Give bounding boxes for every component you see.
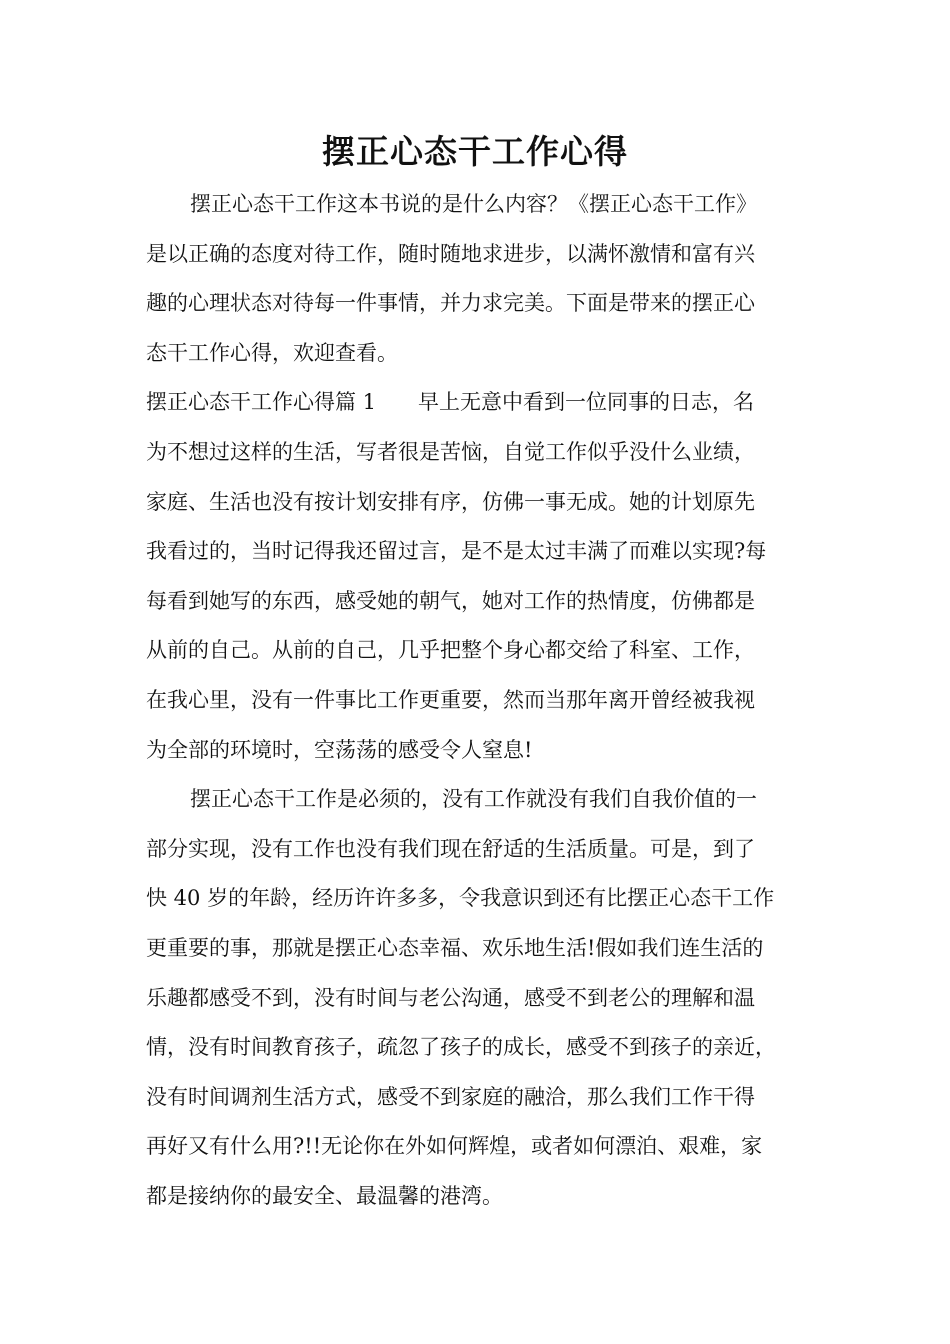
text-line: 部分实现，没有工作也没有我们现在舒适的生活质量。可是，到了 (146, 836, 755, 861)
text-line: 情，没有时间教育孩子，疏忽了孩子的成长，感受不到孩子的亲近， (146, 1035, 776, 1060)
text-line: 趣的心理状态对待每一件事情，并力求完美。下面是带来的摆正心 (146, 291, 755, 316)
text-line: 快 40 岁的年龄，经历许许多多，令我意识到还有比摆正心态干工作 (146, 886, 775, 911)
text-line: 摆正心态干工作心得篇 1 早上无意中看到一位同事的日志，名 (146, 390, 755, 415)
text-line: 乐趣都感受不到，没有时间与老公沟通，感受不到老公的理解和温 (146, 985, 755, 1010)
text-line: 我看过的，当时记得我还留过言，是不是太过丰满了而难以实现?每 (146, 539, 767, 564)
text-line: 摆正心态干工作是必须的，没有工作就没有我们自我价值的一 (190, 787, 757, 812)
document-title: 摆正心态干工作心得 (322, 132, 628, 171)
text-line: 是以正确的态度对待工作，随时随地求进步，以满怀激情和富有兴 (146, 241, 755, 266)
text-line: 态干工作心得，欢迎查看。 (146, 340, 398, 365)
text-line: 家庭、生活也没有按计划安排有序，仿佛一事无成。她的计划原先 (146, 489, 755, 514)
text-line: 再好又有什么用?!!无论你在外如何辉煌，或者如何漂泊、艰难，家 (146, 1134, 763, 1159)
text-line: 为全部的环境时，空荡荡的感受令人窒息! (146, 737, 533, 762)
text-line: 都是接纳你的最安全、最温馨的港湾。 (146, 1183, 503, 1208)
text-line: 每看到她写的东西，感受她的朝气，她对工作的热情度，仿佛都是 (146, 588, 755, 613)
text-line: 没有时间调剂生活方式，感受不到家庭的融洽，那么我们工作干得 (146, 1084, 755, 1109)
text-line: 在我心里，没有一件事比工作更重要，然而当那年离开曾经被我视 (146, 687, 755, 712)
text-line: 更重要的事，那就是摆正心态幸福、欢乐地生活!假如我们连生活的 (146, 935, 764, 960)
text-line: 从前的自己。从前的自己，几乎把整个身心都交给了科室、工作， (146, 638, 755, 663)
text-line: 为不想过这样的生活，写者很是苦恼，自觉工作似乎没什么业绩， (146, 439, 755, 464)
text-line: 摆正心态干工作这本书说的是什么内容？《摆正心态干工作》 (190, 192, 757, 216)
document-body (146, 180, 836, 1221)
